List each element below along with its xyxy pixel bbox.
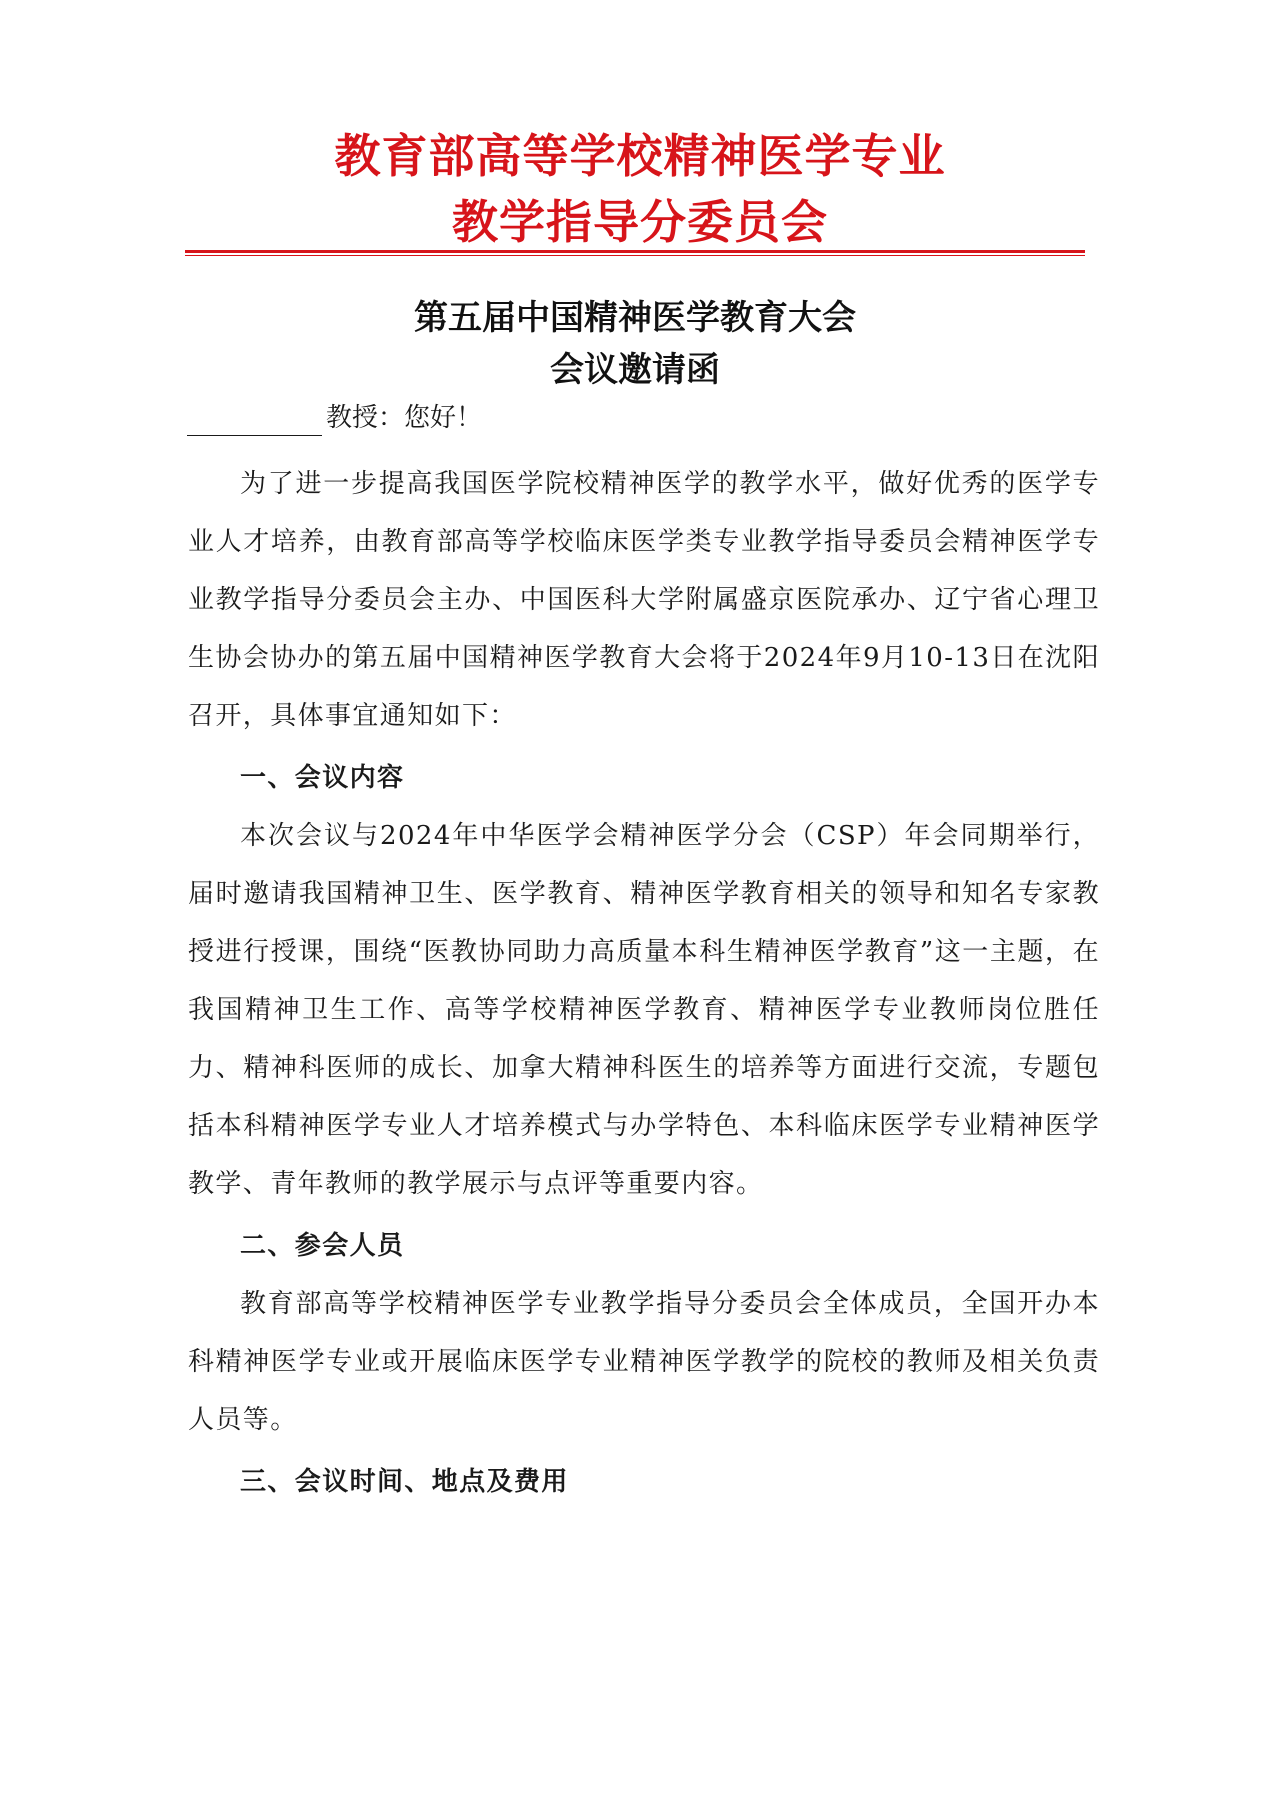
section-body-content: 本次会议与2024年中华医学会精神医学分会（CSP）年会同期举行，届时邀请我国精神卫生、医学教育、精神医学教育相关的领导和知名专家教授进行授课，围绕“医教协同助力高质量本科生精神医学教育”这一主题，在我国精神卫生工作、高等学校精神医学教育、精神医学专业教师岗位胜任力、精神科医师的成长、加拿大精神科医生的培养等方面进行交流，专题包括本科精神医学专业人才培养模式与办学特色、本科临床医学专业精神医学教学、青年教师的教学展示与点评等重要内容。 (188, 821, 1100, 1199)
salutation (187, 400, 482, 436)
letterhead-divider (185, 250, 1085, 256)
section-heading-content: 一、会议内容 (240, 763, 405, 793)
document-title (185, 295, 1085, 393)
section-heading-time-place-fees: 三、会议时间、地点及费用 (240, 1467, 569, 1497)
title-line-2: 会议邀请函 (550, 350, 720, 390)
letterhead-line-1: 教育部高等学校精神医学专业 (334, 129, 946, 183)
letterhead (185, 128, 1095, 250)
name-blank-line (187, 405, 322, 436)
section-body-attendees: 教育部高等学校精神医学专业教学指导分委员会全体成员，全国开办本科精神医学专业或开展临床医学专业精神医学教学的院校的教师及相关负责人员等。 (188, 1289, 1100, 1435)
letterhead-line-2: 教学指导分委员会 (452, 195, 828, 249)
section-heading-attendees: 二、参会人员 (240, 1231, 405, 1261)
intro-paragraph: 为了进一步提高我国医学院校精神医学的教学水平，做好优秀的医学专业人才培养，由教育部高等学校临床医学类专业教学指导委员会精神医学专业教学指导分委员会主办、中国医科大学附属盛京医院承办、辽宁省心理卫生协会协办的第五届中国精神医学教育大会将于2024年9月10-13日在沈阳召开，具体事宜通知如下： (188, 469, 1100, 731)
title-line-1: 第五届中国精神医学教育大会 (414, 298, 856, 338)
salutation-text: 教授：您好！ (326, 403, 483, 433)
document-body (188, 455, 1100, 1511)
